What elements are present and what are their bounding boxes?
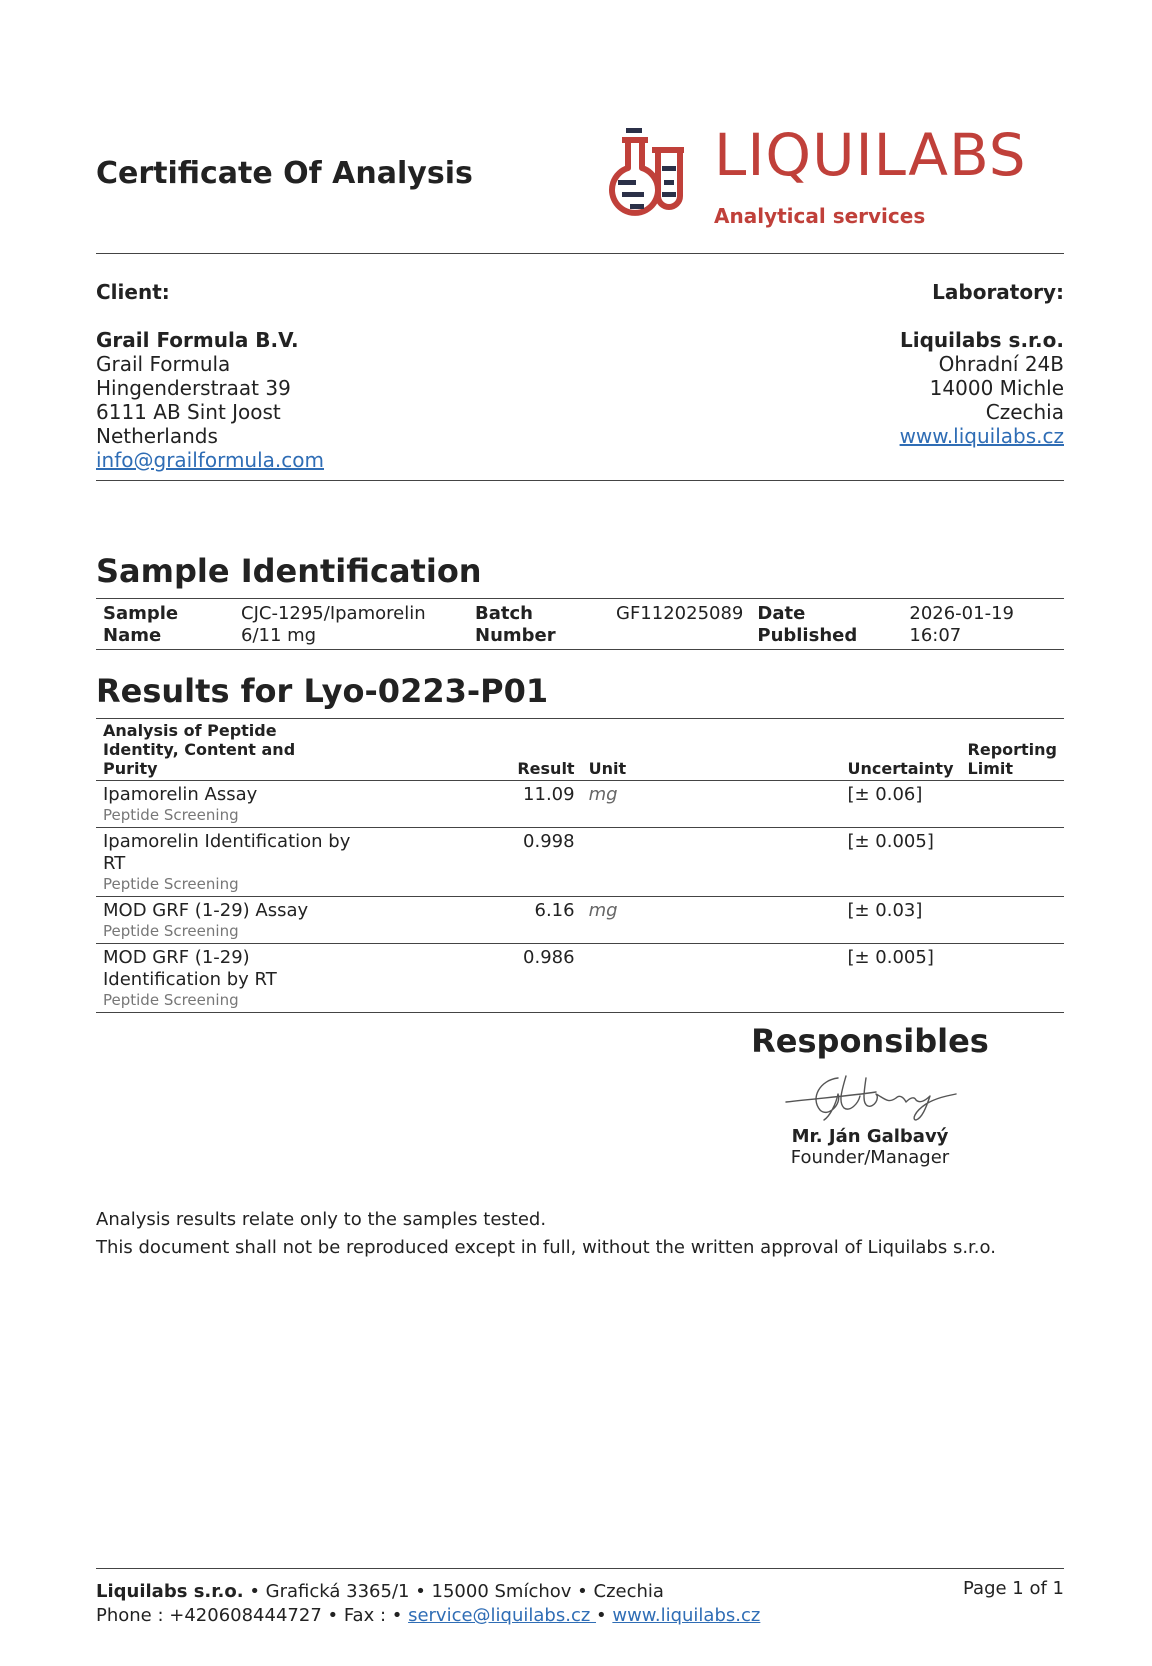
column-header-analysis: Analysis of Peptide Identity, Content and Purity (103, 721, 296, 778)
uncertainty-value: [± 0.03] (847, 900, 923, 921)
analysis-method: Peptide Screening (103, 922, 239, 940)
result-value: 0.998 (523, 831, 575, 852)
results-heading: Results for Lyo-0223-P01 (96, 672, 549, 710)
footer-company: Liquilabs s.r.o. (96, 1581, 244, 1602)
analysis-name: Ipamorelin Assay (103, 784, 258, 805)
disclaimer-line: Analysis results relate only to the samples tested. (96, 1209, 547, 1230)
column-header-uncertainty: Uncertainty (847, 759, 954, 778)
divider (96, 253, 1064, 254)
result-unit (582, 828, 712, 897)
sample-name-label: Sample Name (103, 603, 179, 646)
column-header-reporting-limit: Reporting Limit (967, 740, 1057, 778)
batch-number-value: GF112025089 (616, 603, 744, 624)
uncertainty-value: [± 0.005] (847, 831, 934, 852)
batch-number-label: Batch Number (475, 603, 556, 646)
footer-address: • Grafická 3365/1 • 15000 Smíchov • Czechia (243, 1581, 664, 1602)
logo-wordmark: LIQUILABS (714, 121, 1027, 189)
client-email-link[interactable]: info@grailformula.com (96, 448, 324, 472)
reporting-limit-value (961, 828, 1064, 897)
laboratory-company: Liquilabs s.r.o. (900, 328, 1064, 352)
results-table (96, 718, 1064, 1013)
laboratory-label: Laboratory: (932, 280, 1064, 304)
document-title: Certificate Of Analysis (96, 156, 473, 191)
sample-row (96, 599, 1064, 650)
laboratory-block (900, 280, 1064, 448)
signature-image (780, 1068, 960, 1124)
disclaimer-line: This document shall not be reproduced except in full, without the written approval of Liquilabs s.r.o. (96, 1237, 996, 1258)
client-line: Grail Formula (96, 352, 231, 376)
result-value: 11.09 (523, 784, 575, 805)
analysis-name: Ipamorelin Identification by RT (103, 831, 351, 874)
analysis-method: Peptide Screening (103, 875, 239, 893)
disclaimer (96, 1206, 996, 1262)
date-published-value: 2026-01-19 16:07 (909, 603, 1014, 646)
sample-identification-table (96, 598, 1064, 650)
client-line: 6111 AB Sint Joost (96, 400, 281, 424)
sample-name-value: CJC-1295/Ipamorelin 6/11 mg (241, 603, 426, 646)
flask-tube-icon (608, 128, 708, 228)
table-row (96, 781, 1064, 828)
uncertainty-value: [± 0.005] (847, 947, 934, 968)
result-value: 6.16 (534, 900, 575, 921)
laboratory-line: Ohradní 24B (938, 352, 1064, 376)
uncertainty-value: [± 0.06] (847, 784, 923, 805)
responsibles-heading: Responsibles (751, 1022, 989, 1060)
client-label: Client: (96, 280, 170, 304)
client-line: Netherlands (96, 424, 218, 448)
liquilabs-logo (608, 121, 1068, 228)
result-unit: mg (588, 784, 618, 805)
analysis-method: Peptide Screening (103, 991, 239, 1009)
analysis-name: MOD GRF (1-29) Assay (103, 900, 309, 921)
footer-separator: • (596, 1605, 613, 1626)
results-header-row (96, 719, 1064, 781)
reporting-limit-value (961, 944, 1064, 1013)
logo-tagline: Analytical services (714, 204, 926, 228)
table-row (96, 897, 1064, 944)
column-header-unit: Unit (588, 759, 627, 778)
divider (96, 480, 1064, 481)
result-unit (582, 944, 712, 1013)
result-value: 0.986 (523, 947, 575, 968)
table-row (96, 944, 1064, 1013)
reporting-limit-value (961, 897, 1064, 944)
client-line: Hingenderstraat 39 (96, 376, 291, 400)
laboratory-line: Czechia (985, 400, 1064, 424)
date-published-label: Date Published (757, 603, 858, 646)
laboratory-website-link[interactable]: www.liquilabs.cz (899, 424, 1064, 448)
page-number: Page 1 of 1 (963, 1578, 1064, 1599)
sample-identification-heading: Sample Identification (96, 552, 482, 590)
analysis-method: Peptide Screening (103, 806, 239, 824)
laboratory-line: 14000 Michle (929, 376, 1064, 400)
responsible-role: Founder/Manager (790, 1147, 950, 1168)
reporting-limit-value (961, 781, 1064, 828)
footer-email-link[interactable]: service@liquilabs.cz (408, 1605, 597, 1626)
result-unit: mg (588, 900, 618, 921)
footer-website-link[interactable]: www.liquilabs.cz (612, 1605, 761, 1626)
client-block (96, 280, 324, 472)
analysis-name: MOD GRF (1-29) Identification by RT (103, 947, 277, 990)
footer-contact: Phone : +420608444727 • Fax : • (96, 1605, 409, 1626)
footer-divider (96, 1568, 1064, 1569)
column-header-result: Result (517, 759, 575, 778)
responsibles-block (740, 1022, 1000, 1168)
client-company: Grail Formula B.V. (96, 328, 299, 352)
table-row (96, 828, 1064, 897)
responsible-name: Mr. Ján Galbavý (791, 1126, 949, 1147)
footer (96, 1580, 760, 1628)
